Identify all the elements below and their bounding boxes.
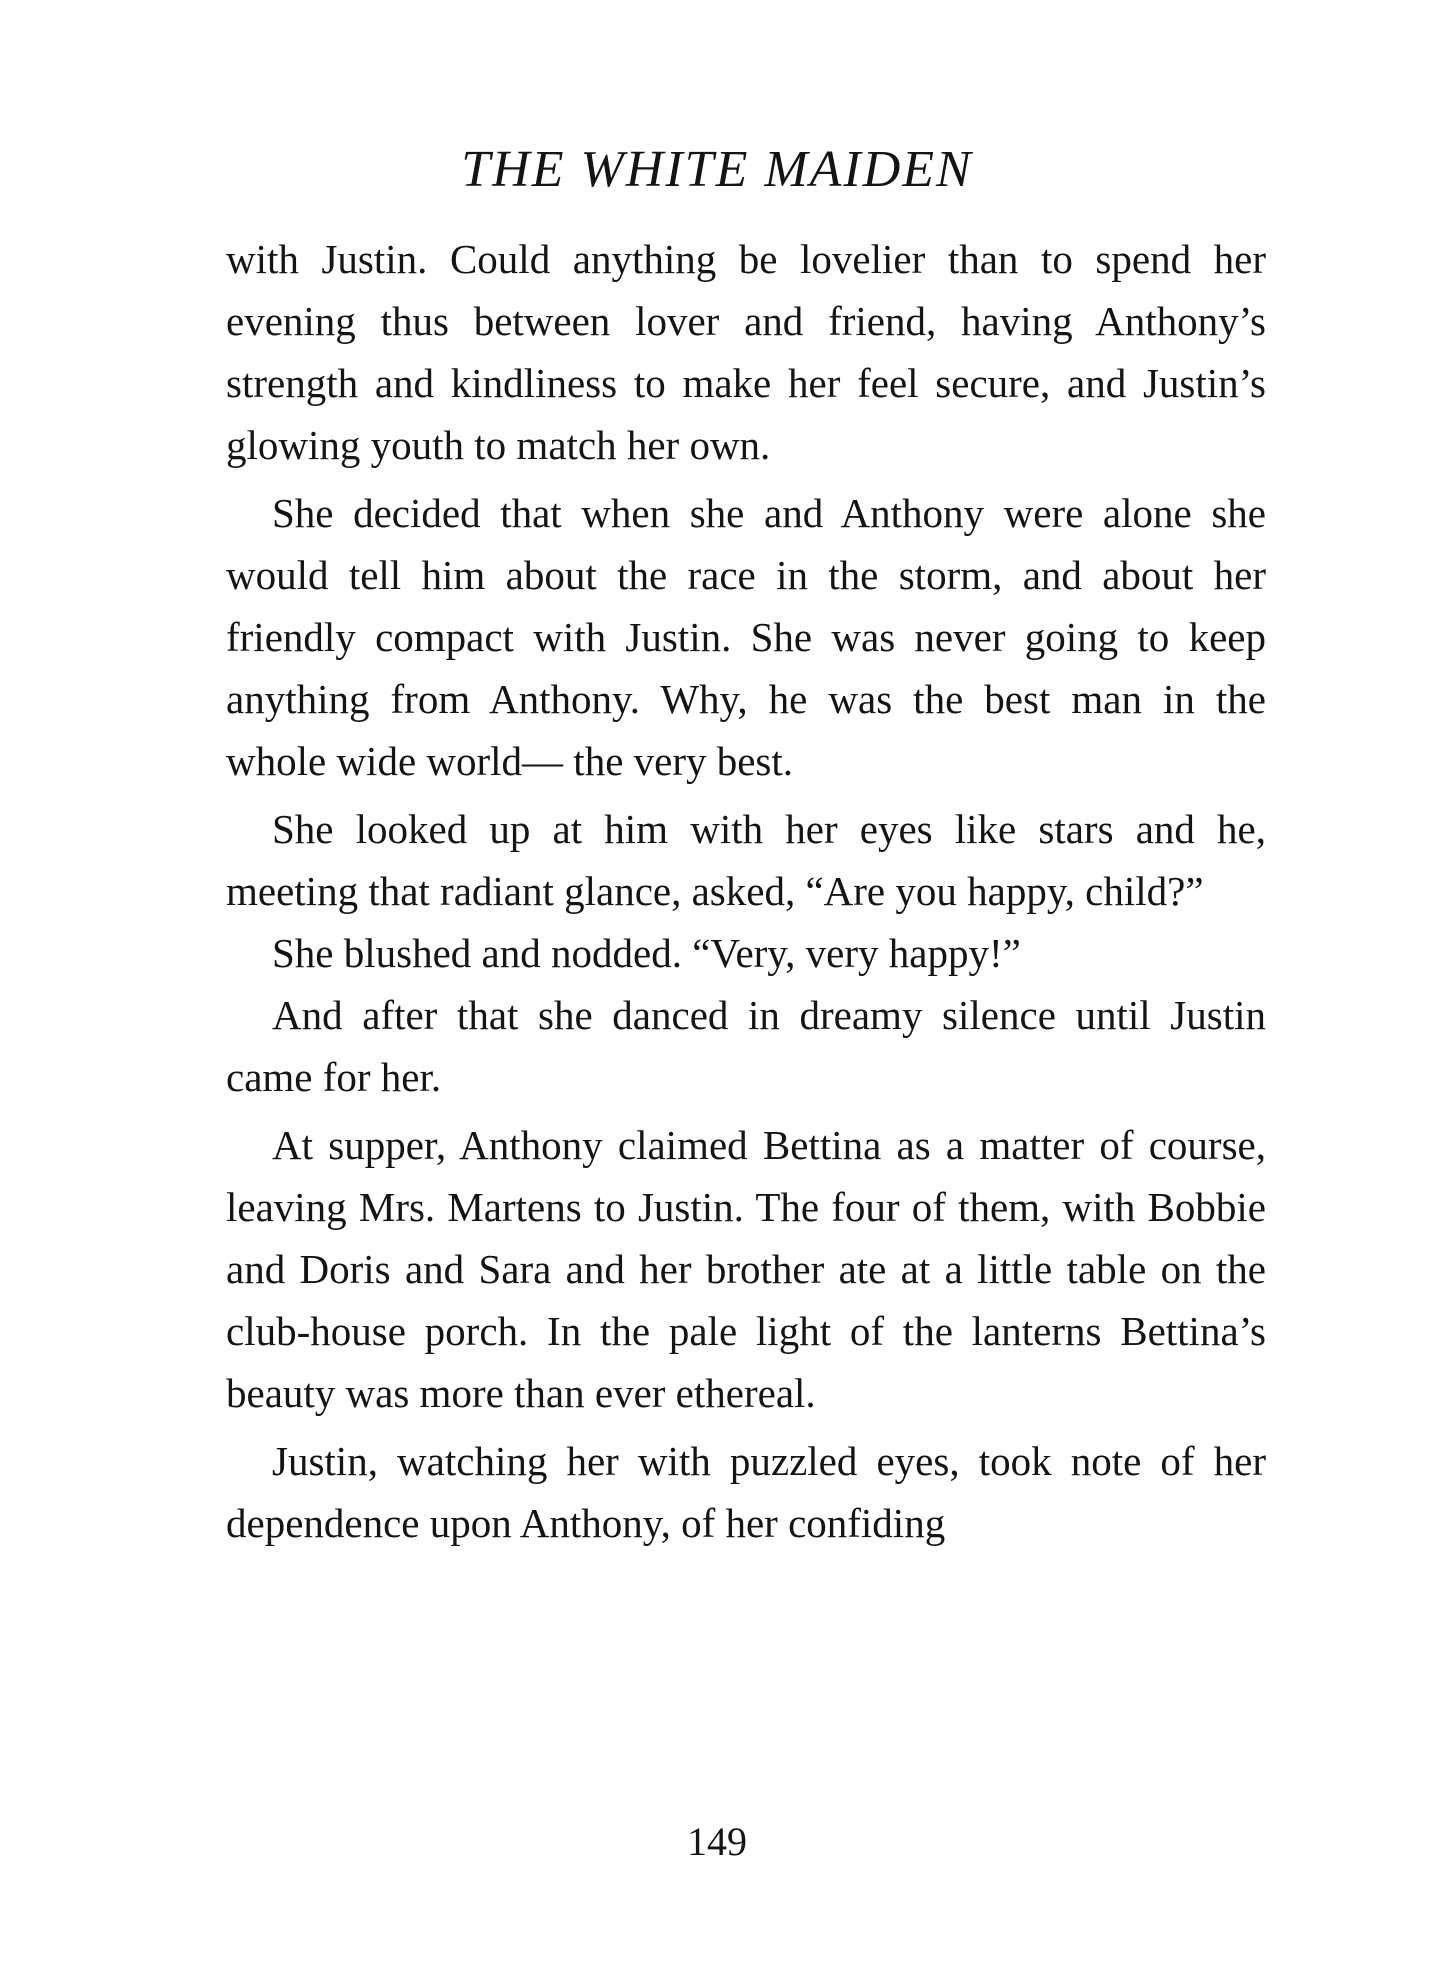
body-text — [226, 228, 1266, 1554]
page-number: 149 — [687, 1819, 747, 1864]
paragraph: She blushed and nodded. “Very, very happy!” — [272, 930, 1021, 976]
paragraph: She decided that when she and Anthony were alone she would tell him about the race in the storm, and about her friendly compact with Justin. She was never going to keep anything from Anthony. Why, he was the best man in the whole wide world— the very best. — [226, 490, 1266, 784]
paragraph: She looked up at him with her eyes like stars and he, meeting that radiant glance, asked, “Are you happy, child?” — [226, 806, 1266, 914]
paragraph: with Justin. Could anything be lovelier than to spend her evening thus between lover and friend, having Anthony’s strength and kindliness to make her feel secure, and Justin’s glowing youth to match her own. — [226, 236, 1266, 468]
running-title: THE WHITE MAIDEN — [461, 141, 973, 198]
paragraph: At supper, Anthony claimed Bettina as a matter of course, leaving Mrs. Martens to Justin. The four of them, with Bobbie and Doris and Sara and her brother ate at a little table on the club-house porch. In the pale light of the lanterns Bettina’s beauty was more than ever ethereal. — [226, 1122, 1266, 1416]
paragraph: And after that she danced in dreamy silence until Justin came for her. — [226, 992, 1266, 1100]
paragraph: Justin, watching her with puzzled eyes, took note of her dependence upon Anthony, of her confiding — [226, 1438, 1266, 1546]
